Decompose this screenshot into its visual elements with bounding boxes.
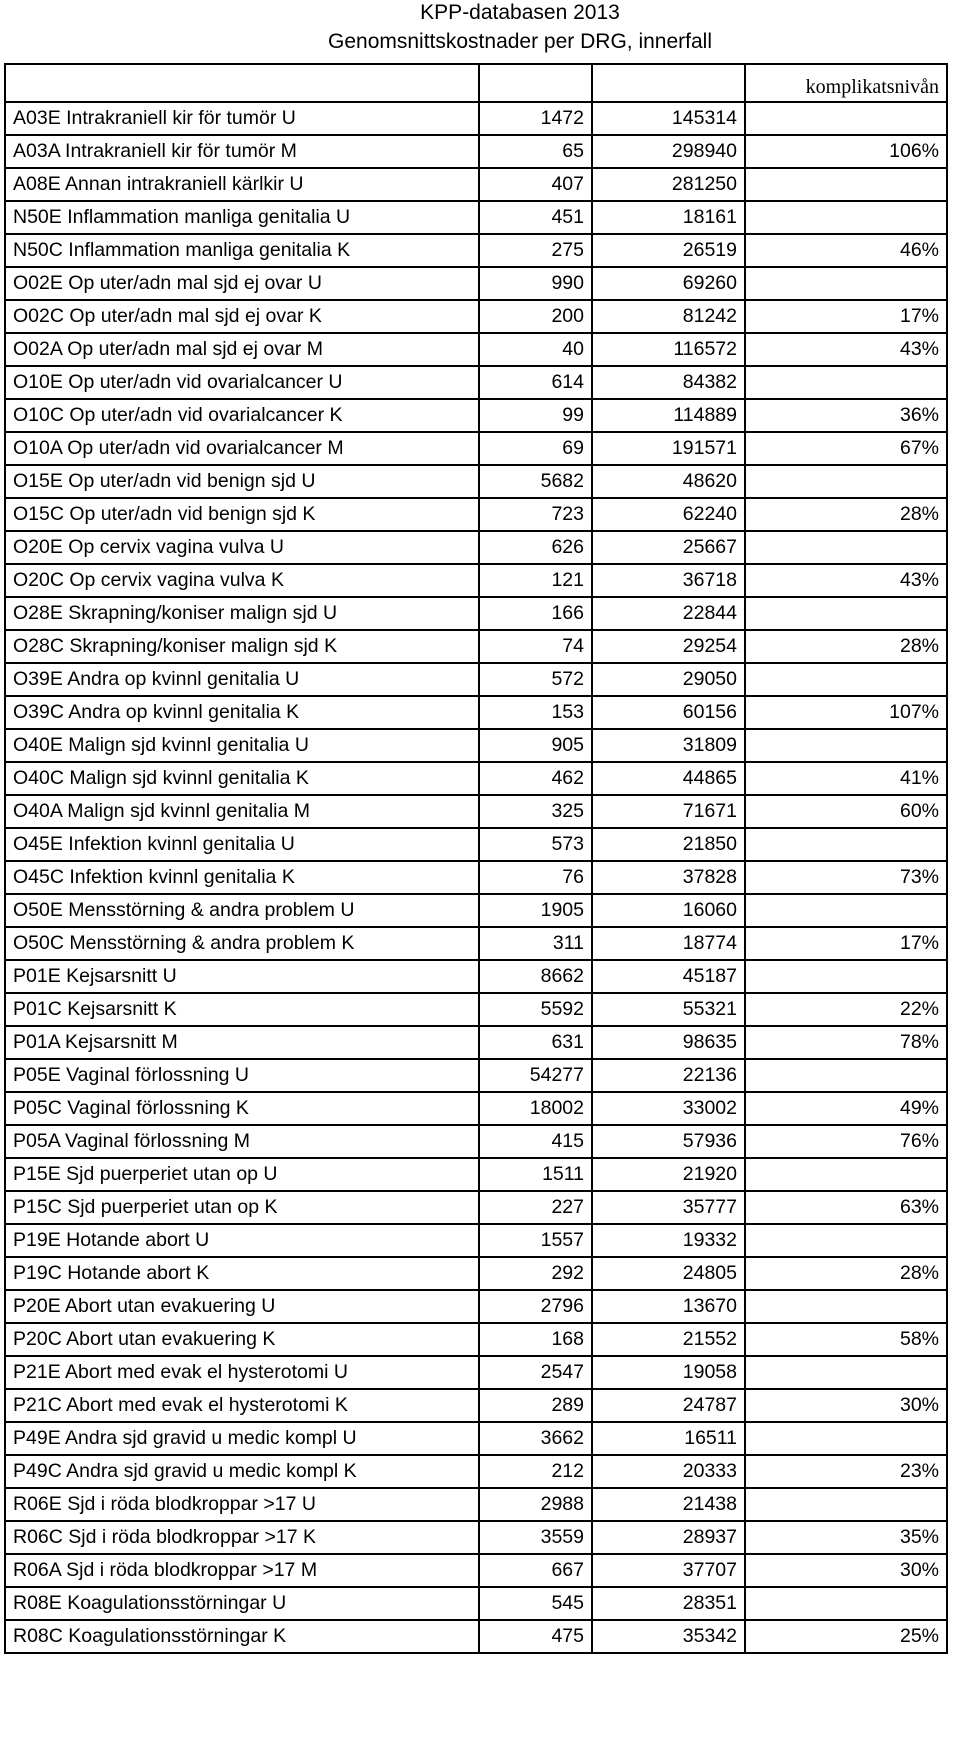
- cell-drg: P05A Vaginal förlossning M: [5, 1125, 479, 1158]
- table-row: [5, 1356, 947, 1389]
- cell-count: 40: [479, 333, 592, 366]
- table-row: [5, 1521, 947, 1554]
- cell-drg: P21C Abort med evak el hysterotomi K: [5, 1389, 479, 1422]
- cell-count: 325: [479, 795, 592, 828]
- cell-drg: P49C Andra sjd gravid u medic kompl K: [5, 1455, 479, 1488]
- cell-count: 905: [479, 729, 592, 762]
- cell-cost: 21552: [592, 1323, 745, 1356]
- cell-drg: R06E Sjd i röda blodkroppar >17 U: [5, 1488, 479, 1521]
- cell-drg: O40C Malign sjd kvinnl genitalia K: [5, 762, 479, 795]
- cell-pct: 28%: [745, 498, 947, 531]
- table-row: [5, 729, 947, 762]
- cell-cost: 18161: [592, 201, 745, 234]
- header-cell-cost: [592, 64, 745, 102]
- cell-drg: O28C Skrapning/koniser malign sjd K: [5, 630, 479, 663]
- cell-drg: O50C Mensstörning & andra problem K: [5, 927, 479, 960]
- table-row: [5, 795, 947, 828]
- table-row: [5, 1059, 947, 1092]
- cell-drg: R06A Sjd i röda blodkroppar >17 M: [5, 1554, 479, 1587]
- table-row: [5, 1587, 947, 1620]
- table-row: [5, 597, 947, 630]
- table-row: [5, 1224, 947, 1257]
- cell-drg: A03A Intrakraniell kir för tumör M: [5, 135, 479, 168]
- cell-count: 153: [479, 696, 592, 729]
- table-row: [5, 201, 947, 234]
- header-cell-count: [479, 64, 592, 102]
- cell-cost: 116572: [592, 333, 745, 366]
- cell-drg: P19C Hotande abort K: [5, 1257, 479, 1290]
- cell-count: 121: [479, 564, 592, 597]
- cell-cost: 26519: [592, 234, 745, 267]
- cell-cost: 18774: [592, 927, 745, 960]
- table-row: [5, 564, 947, 597]
- cell-cost: 69260: [592, 267, 745, 300]
- table-row: [5, 1422, 947, 1455]
- cell-count: 18002: [479, 1092, 592, 1125]
- table-row: [5, 1026, 947, 1059]
- cell-pct: 63%: [745, 1191, 947, 1224]
- cell-cost: 21850: [592, 828, 745, 861]
- table-row: [5, 102, 947, 135]
- cell-pct: 60%: [745, 795, 947, 828]
- cell-pct: 17%: [745, 300, 947, 333]
- cell-count: 168: [479, 1323, 592, 1356]
- cell-cost: 145314: [592, 102, 745, 135]
- cell-drg: N50C Inflammation manliga genitalia K: [5, 234, 479, 267]
- cell-cost: 57936: [592, 1125, 745, 1158]
- cell-pct: 49%: [745, 1092, 947, 1125]
- page-title: KPP-databasen 2013: [420, 1, 620, 24]
- drg-cost-table: [4, 63, 948, 1654]
- cell-pct: [745, 960, 947, 993]
- cell-cost: 20333: [592, 1455, 745, 1488]
- cell-cost: 13670: [592, 1290, 745, 1323]
- cell-count: 1472: [479, 102, 592, 135]
- cell-pct: [745, 267, 947, 300]
- cell-cost: 281250: [592, 168, 745, 201]
- cell-drg: P15E Sjd puerperiet utan op U: [5, 1158, 479, 1191]
- cell-cost: 81242: [592, 300, 745, 333]
- cell-cost: 36718: [592, 564, 745, 597]
- table-row: [5, 135, 947, 168]
- table-row: [5, 432, 947, 465]
- cell-count: 723: [479, 498, 592, 531]
- cell-pct: [745, 663, 947, 696]
- cell-cost: 55321: [592, 993, 745, 1026]
- cell-count: 1557: [479, 1224, 592, 1257]
- cell-drg: N50E Inflammation manliga genitalia U: [5, 201, 479, 234]
- cell-drg: P01E Kejsarsnitt U: [5, 960, 479, 993]
- cell-pct: 22%: [745, 993, 947, 1026]
- cell-count: 2547: [479, 1356, 592, 1389]
- cell-count: 407: [479, 168, 592, 201]
- cell-drg: P05C Vaginal förlossning K: [5, 1092, 479, 1125]
- table-row: [5, 1455, 947, 1488]
- cell-cost: 16060: [592, 894, 745, 927]
- cell-drg: O50E Mensstörning & andra problem U: [5, 894, 479, 927]
- table-row: [5, 1290, 947, 1323]
- cell-count: 451: [479, 201, 592, 234]
- cell-pct: [745, 168, 947, 201]
- cell-count: 2988: [479, 1488, 592, 1521]
- cell-drg: P20C Abort utan evakuering K: [5, 1323, 479, 1356]
- cell-pct: [745, 1356, 947, 1389]
- cell-count: 5592: [479, 993, 592, 1026]
- table-row: [5, 1554, 947, 1587]
- cell-count: 626: [479, 531, 592, 564]
- cell-pct: [745, 828, 947, 861]
- cell-drg: O45E Infektion kvinnl genitalia U: [5, 828, 479, 861]
- cell-pct: 28%: [745, 1257, 947, 1290]
- cell-count: 572: [479, 663, 592, 696]
- table-row: [5, 1488, 947, 1521]
- cell-drg: P15C Sjd puerperiet utan op K: [5, 1191, 479, 1224]
- cell-drg: P19E Hotande abort U: [5, 1224, 479, 1257]
- cell-drg: O10E Op uter/adn vid ovarialcancer U: [5, 366, 479, 399]
- cell-count: 631: [479, 1026, 592, 1059]
- cell-pct: 67%: [745, 432, 947, 465]
- cell-count: 275: [479, 234, 592, 267]
- cell-cost: 19332: [592, 1224, 745, 1257]
- table-row: [5, 333, 947, 366]
- table-row: [5, 465, 947, 498]
- cell-pct: 30%: [745, 1389, 947, 1422]
- cell-cost: 31809: [592, 729, 745, 762]
- cell-cost: 48620: [592, 465, 745, 498]
- cell-pct: 36%: [745, 399, 947, 432]
- cell-drg: O45C Infektion kvinnl genitalia K: [5, 861, 479, 894]
- table-row: [5, 993, 947, 1026]
- cell-cost: 44865: [592, 762, 745, 795]
- cell-pct: 23%: [745, 1455, 947, 1488]
- table-row: [5, 663, 947, 696]
- cell-count: 545: [479, 1587, 592, 1620]
- cell-pct: 106%: [745, 135, 947, 168]
- cell-pct: 41%: [745, 762, 947, 795]
- page-subtitle: Genomsnittskostnader per DRG, innerfall: [328, 30, 712, 53]
- cell-pct: 30%: [745, 1554, 947, 1587]
- cell-count: 415: [479, 1125, 592, 1158]
- cell-drg: P49E Andra sjd gravid u medic kompl U: [5, 1422, 479, 1455]
- cell-drg: P01A Kejsarsnitt M: [5, 1026, 479, 1059]
- cell-drg: A08E Annan intrakraniell kärlkir U: [5, 168, 479, 201]
- cell-cost: 24805: [592, 1257, 745, 1290]
- cell-cost: 28351: [592, 1587, 745, 1620]
- cell-pct: [745, 1587, 947, 1620]
- cell-cost: 35342: [592, 1620, 745, 1653]
- table-row: [5, 1620, 947, 1653]
- cell-cost: 21438: [592, 1488, 745, 1521]
- cell-count: 54277: [479, 1059, 592, 1092]
- cell-count: 212: [479, 1455, 592, 1488]
- cell-pct: 17%: [745, 927, 947, 960]
- cell-drg: O20E Op cervix vagina vulva U: [5, 531, 479, 564]
- cell-pct: 43%: [745, 333, 947, 366]
- cell-count: 76: [479, 861, 592, 894]
- cell-cost: 19058: [592, 1356, 745, 1389]
- cell-drg: O02A Op uter/adn mal sjd ej ovar M: [5, 333, 479, 366]
- cell-pct: [745, 1158, 947, 1191]
- cell-drg: O15E Op uter/adn vid benign sjd U: [5, 465, 479, 498]
- table-row: [5, 960, 947, 993]
- cell-drg: A03E Intrakraniell kir för tumör U: [5, 102, 479, 135]
- cell-drg: O10C Op uter/adn vid ovarialcancer K: [5, 399, 479, 432]
- table-row: [5, 894, 947, 927]
- table-row: [5, 498, 947, 531]
- table-row: [5, 630, 947, 663]
- cell-cost: 25667: [592, 531, 745, 564]
- cell-pct: 28%: [745, 630, 947, 663]
- table-row: [5, 861, 947, 894]
- cell-cost: 16511: [592, 1422, 745, 1455]
- cell-cost: 21920: [592, 1158, 745, 1191]
- cell-cost: 37828: [592, 861, 745, 894]
- cell-count: 2796: [479, 1290, 592, 1323]
- table-row: [5, 1125, 947, 1158]
- cell-pct: 58%: [745, 1323, 947, 1356]
- cell-count: 69: [479, 432, 592, 465]
- cell-cost: 114889: [592, 399, 745, 432]
- cell-drg: O02E Op uter/adn mal sjd ej ovar U: [5, 267, 479, 300]
- cell-count: 667: [479, 1554, 592, 1587]
- cell-cost: 24787: [592, 1389, 745, 1422]
- cell-count: 1905: [479, 894, 592, 927]
- cell-count: 65: [479, 135, 592, 168]
- cell-pct: [745, 1422, 947, 1455]
- cell-count: 462: [479, 762, 592, 795]
- cell-drg: P05E Vaginal förlossning U: [5, 1059, 479, 1092]
- cell-drg: O02C Op uter/adn mal sjd ej ovar K: [5, 300, 479, 333]
- cell-pct: 73%: [745, 861, 947, 894]
- cell-count: 166: [479, 597, 592, 630]
- cell-cost: 298940: [592, 135, 745, 168]
- cell-cost: 45187: [592, 960, 745, 993]
- cell-count: 5682: [479, 465, 592, 498]
- table-row: [5, 1158, 947, 1191]
- cell-cost: 98635: [592, 1026, 745, 1059]
- cell-pct: [745, 1290, 947, 1323]
- cell-pct: [745, 201, 947, 234]
- cell-pct: [745, 366, 947, 399]
- cell-count: 200: [479, 300, 592, 333]
- cell-cost: 37707: [592, 1554, 745, 1587]
- cell-count: 289: [479, 1389, 592, 1422]
- cell-cost: 22844: [592, 597, 745, 630]
- table-row: [5, 762, 947, 795]
- table-row: [5, 531, 947, 564]
- cell-cost: 33002: [592, 1092, 745, 1125]
- cell-count: 475: [479, 1620, 592, 1653]
- cell-drg: O20C Op cervix vagina vulva K: [5, 564, 479, 597]
- cell-cost: 29254: [592, 630, 745, 663]
- cell-count: 311: [479, 927, 592, 960]
- table-row: [5, 1092, 947, 1125]
- cell-cost: 22136: [592, 1059, 745, 1092]
- header-cell-complication-level: komplikatsnivån: [745, 64, 947, 102]
- table-row: [5, 168, 947, 201]
- header-cell-drg: [5, 64, 479, 102]
- cell-cost: 29050: [592, 663, 745, 696]
- table-row: [5, 828, 947, 861]
- cell-drg: O39C Andra op kvinnl genitalia K: [5, 696, 479, 729]
- cell-cost: 60156: [592, 696, 745, 729]
- cell-drg: P21E Abort med evak el hysterotomi U: [5, 1356, 479, 1389]
- cell-pct: 46%: [745, 234, 947, 267]
- cell-pct: [745, 531, 947, 564]
- cell-count: 74: [479, 630, 592, 663]
- cell-drg: R06C Sjd i röda blodkroppar >17 K: [5, 1521, 479, 1554]
- cell-drg: O40E Malign sjd kvinnl genitalia U: [5, 729, 479, 762]
- cell-pct: [745, 894, 947, 927]
- cell-drg: O39E Andra op kvinnl genitalia U: [5, 663, 479, 696]
- cell-drg: R08E Koagulationsstörningar U: [5, 1587, 479, 1620]
- cell-pct: 43%: [745, 564, 947, 597]
- table-row: [5, 366, 947, 399]
- cell-pct: 25%: [745, 1620, 947, 1653]
- table-row: [5, 234, 947, 267]
- cell-cost: 62240: [592, 498, 745, 531]
- cell-pct: [745, 729, 947, 762]
- table-row: [5, 1191, 947, 1224]
- table-row: [5, 399, 947, 432]
- cell-pct: [745, 102, 947, 135]
- cell-count: 292: [479, 1257, 592, 1290]
- cell-cost: 35777: [592, 1191, 745, 1224]
- cell-count: 990: [479, 267, 592, 300]
- cell-count: 1511: [479, 1158, 592, 1191]
- cell-cost: 84382: [592, 366, 745, 399]
- cell-cost: 71671: [592, 795, 745, 828]
- cell-pct: 78%: [745, 1026, 947, 1059]
- cell-pct: [745, 1488, 947, 1521]
- cell-pct: [745, 1224, 947, 1257]
- cell-drg: R08C Koagulationsstörningar K: [5, 1620, 479, 1653]
- cell-pct: [745, 1059, 947, 1092]
- cell-drg: O28E Skrapning/koniser malign sjd U: [5, 597, 479, 630]
- cell-drg: P20E Abort utan evakuering U: [5, 1290, 479, 1323]
- cell-cost: 28937: [592, 1521, 745, 1554]
- table-header-row: [5, 64, 947, 102]
- cell-pct: [745, 597, 947, 630]
- cell-drg: P01C Kejsarsnitt K: [5, 993, 479, 1026]
- cell-pct: [745, 465, 947, 498]
- cell-count: 227: [479, 1191, 592, 1224]
- cell-count: 573: [479, 828, 592, 861]
- cell-count: 99: [479, 399, 592, 432]
- table-row: [5, 267, 947, 300]
- cell-pct: 107%: [745, 696, 947, 729]
- cell-drg: O15C Op uter/adn vid benign sjd K: [5, 498, 479, 531]
- cell-pct: 76%: [745, 1125, 947, 1158]
- table-row: [5, 1323, 947, 1356]
- table-row: [5, 696, 947, 729]
- cell-count: 3559: [479, 1521, 592, 1554]
- cell-count: 614: [479, 366, 592, 399]
- cell-drg: O40A Malign sjd kvinnl genitalia M: [5, 795, 479, 828]
- cell-count: 8662: [479, 960, 592, 993]
- table-row: [5, 927, 947, 960]
- table-row: [5, 1257, 947, 1290]
- table-row: [5, 300, 947, 333]
- cell-pct: 35%: [745, 1521, 947, 1554]
- cell-count: 3662: [479, 1422, 592, 1455]
- table-row: [5, 1389, 947, 1422]
- cell-drg: O10A Op uter/adn vid ovarialcancer M: [5, 432, 479, 465]
- cell-cost: 191571: [592, 432, 745, 465]
